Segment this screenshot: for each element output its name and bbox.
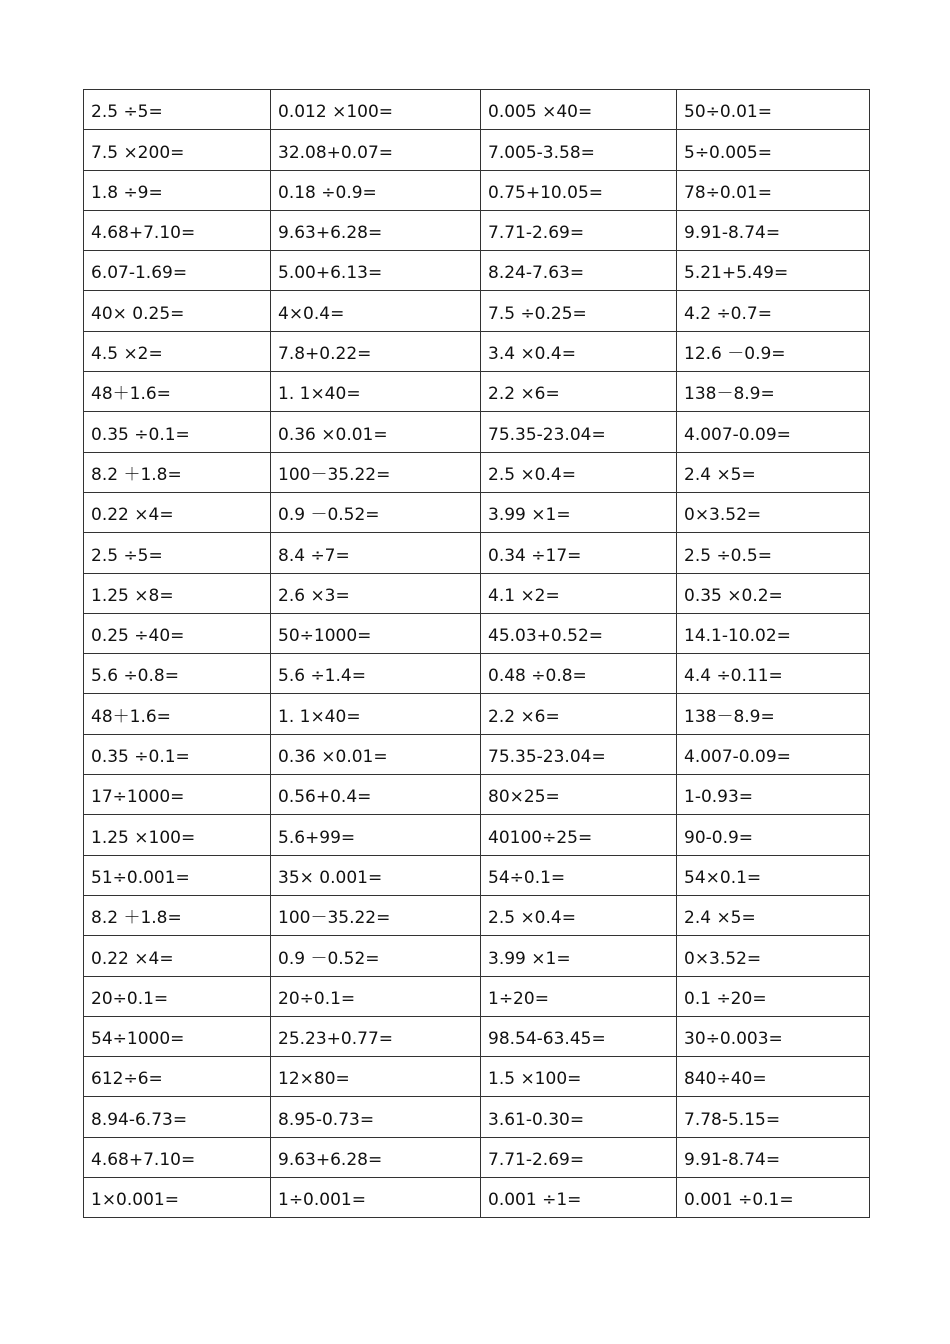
problem-cell bbox=[481, 654, 677, 694]
problem-cell bbox=[271, 895, 481, 935]
problem-cell bbox=[271, 1016, 481, 1056]
problem-cell bbox=[84, 775, 271, 815]
problem-text: 1×0.001= bbox=[91, 1190, 179, 1211]
problem-cell bbox=[271, 1097, 481, 1137]
problem-text: 75.35-23.04= bbox=[488, 747, 606, 768]
problem-text: 138－8.9= bbox=[684, 706, 775, 727]
problem-text: 75.35-23.04= bbox=[488, 424, 606, 445]
problem-cell bbox=[271, 976, 481, 1016]
problem-text: 5.00+6.13= bbox=[278, 263, 383, 284]
problem-cell bbox=[481, 291, 677, 331]
problem-text: 51÷0.001= bbox=[91, 867, 190, 888]
problem-text: 0×3.52= bbox=[684, 505, 762, 526]
problem-cell bbox=[677, 130, 870, 170]
worksheet-row bbox=[84, 936, 870, 976]
problem-cell bbox=[481, 734, 677, 774]
worksheet-row bbox=[84, 976, 870, 1016]
problem-cell bbox=[271, 1178, 481, 1218]
problem-cell bbox=[271, 1057, 481, 1097]
problem-text: 3.61-0.30= bbox=[488, 1109, 585, 1130]
worksheet-row bbox=[84, 372, 870, 412]
problem-cell bbox=[271, 291, 481, 331]
problem-cell bbox=[481, 976, 677, 1016]
worksheet-row bbox=[84, 452, 870, 492]
problem-text: 20÷0.1= bbox=[91, 988, 169, 1009]
problem-cell bbox=[677, 775, 870, 815]
problem-cell bbox=[271, 492, 481, 532]
problem-cell bbox=[84, 372, 271, 412]
problem-text: 4.1 ×2= bbox=[488, 585, 560, 606]
problem-cell bbox=[677, 936, 870, 976]
problem-text: 7.71-2.69= bbox=[488, 1150, 585, 1171]
problem-cell bbox=[84, 291, 271, 331]
worksheet-row bbox=[84, 1097, 870, 1137]
problem-cell bbox=[481, 412, 677, 452]
problem-cell bbox=[481, 613, 677, 653]
problem-text: 1. 1×40= bbox=[278, 706, 361, 727]
problem-cell bbox=[271, 210, 481, 250]
problem-text: 4.4 ÷0.11= bbox=[684, 666, 783, 687]
problem-cell bbox=[84, 90, 271, 130]
problem-text: 0.34 ÷17= bbox=[488, 545, 582, 566]
problem-cell bbox=[677, 1016, 870, 1056]
problem-cell bbox=[84, 815, 271, 855]
problem-text: 8.2 ＋1.8= bbox=[91, 908, 182, 929]
problem-cell bbox=[481, 936, 677, 976]
problem-cell bbox=[677, 573, 870, 613]
problem-text: 50÷0.01= bbox=[684, 102, 772, 123]
problem-text: 2.2 ×6= bbox=[488, 384, 560, 405]
problem-text: 2.6 ×3= bbox=[278, 585, 350, 606]
problem-text: 0.56+0.4= bbox=[278, 787, 372, 808]
problem-text: 1.5 ×100= bbox=[488, 1069, 582, 1090]
worksheet-row bbox=[84, 90, 870, 130]
problem-cell bbox=[677, 1057, 870, 1097]
problem-text: 9.91-8.74= bbox=[684, 1150, 781, 1171]
problem-cell bbox=[677, 492, 870, 532]
problem-text: 0.001 ÷1= bbox=[488, 1190, 582, 1211]
problem-cell bbox=[677, 372, 870, 412]
problem-text: 9.91-8.74= bbox=[684, 223, 781, 244]
problem-text: 5.6 ÷0.8= bbox=[91, 666, 179, 687]
worksheet-row bbox=[84, 331, 870, 371]
problem-text: 0.9 －0.52= bbox=[278, 948, 380, 969]
problem-text: 7.5 ×200= bbox=[91, 142, 185, 163]
worksheet-row bbox=[84, 412, 870, 452]
problem-cell bbox=[84, 613, 271, 653]
problem-text: 7.78-5.15= bbox=[684, 1109, 781, 1130]
problem-cell bbox=[84, 331, 271, 371]
problem-cell bbox=[271, 130, 481, 170]
problem-cell bbox=[481, 1137, 677, 1177]
problem-text: 17÷1000= bbox=[91, 787, 185, 808]
problem-text: 54÷1000= bbox=[91, 1029, 185, 1050]
worksheet-row bbox=[84, 210, 870, 250]
problem-text: 6.07-1.69= bbox=[91, 263, 188, 284]
problem-cell bbox=[271, 775, 481, 815]
problem-cell bbox=[84, 694, 271, 734]
problem-cell bbox=[481, 210, 677, 250]
problem-cell bbox=[677, 533, 870, 573]
problem-text: 54×0.1= bbox=[684, 867, 762, 888]
problem-text: 138－8.9= bbox=[684, 384, 775, 405]
problem-cell bbox=[481, 130, 677, 170]
worksheet-row bbox=[84, 1057, 870, 1097]
problem-text: 0.75+10.05= bbox=[488, 182, 604, 203]
problem-cell bbox=[677, 855, 870, 895]
problem-cell bbox=[84, 1178, 271, 1218]
problem-text: 4.68+7.10= bbox=[91, 1150, 196, 1171]
problem-cell bbox=[84, 734, 271, 774]
problem-cell bbox=[481, 251, 677, 291]
worksheet-row bbox=[84, 815, 870, 855]
problem-text: 14.1-10.02= bbox=[684, 626, 791, 647]
problem-text: 8.24-7.63= bbox=[488, 263, 585, 284]
worksheet-row bbox=[84, 492, 870, 532]
worksheet-row bbox=[84, 291, 870, 331]
problem-text: 0.36 ×0.01= bbox=[278, 747, 388, 768]
problem-text: 840÷40= bbox=[684, 1069, 767, 1090]
problem-text: 5÷0.005= bbox=[684, 142, 772, 163]
problem-text: 1÷20= bbox=[488, 988, 549, 1009]
problem-text: 2.5 ×0.4= bbox=[488, 908, 576, 929]
problem-text: 1÷0.001= bbox=[278, 1190, 366, 1211]
worksheet-row bbox=[84, 694, 870, 734]
problem-cell bbox=[481, 895, 677, 935]
problem-text: 0.22 ×4= bbox=[91, 505, 174, 526]
problem-text: 48＋1.6= bbox=[91, 706, 171, 727]
problem-cell bbox=[481, 775, 677, 815]
worksheet-row bbox=[84, 251, 870, 291]
problem-cell bbox=[677, 90, 870, 130]
problem-text: 8.95-0.73= bbox=[278, 1109, 375, 1130]
problem-text: 2.5 ÷5= bbox=[91, 102, 163, 123]
problem-text: 1-0.93= bbox=[684, 787, 754, 808]
problem-text: 3.99 ×1= bbox=[488, 505, 571, 526]
worksheet-row bbox=[84, 734, 870, 774]
problem-text: 7.5 ÷0.25= bbox=[488, 303, 587, 324]
problem-cell bbox=[271, 170, 481, 210]
problem-text: 7.71-2.69= bbox=[488, 223, 585, 244]
problem-cell bbox=[84, 533, 271, 573]
worksheet-body bbox=[84, 90, 870, 1218]
problem-cell bbox=[84, 412, 271, 452]
problem-cell bbox=[481, 1057, 677, 1097]
problem-cell bbox=[84, 452, 271, 492]
problem-cell bbox=[481, 533, 677, 573]
problem-cell bbox=[271, 533, 481, 573]
problem-text: 0.22 ×4= bbox=[91, 948, 174, 969]
problem-cell bbox=[84, 251, 271, 291]
problem-cell bbox=[84, 855, 271, 895]
problem-text: 2.5 ÷0.5= bbox=[684, 545, 772, 566]
problem-cell bbox=[481, 694, 677, 734]
problem-cell bbox=[481, 1178, 677, 1218]
problem-text: 90-0.9= bbox=[684, 827, 754, 848]
problem-text: 48＋1.6= bbox=[91, 384, 171, 405]
problem-text: 2.5 ×0.4= bbox=[488, 464, 576, 485]
problem-text: 100－35.22= bbox=[278, 464, 391, 485]
problem-text: 2.2 ×6= bbox=[488, 706, 560, 727]
problem-cell bbox=[677, 1178, 870, 1218]
problem-cell bbox=[271, 734, 481, 774]
problem-text: 54÷0.1= bbox=[488, 867, 566, 888]
problem-text: 0.1 ÷20= bbox=[684, 988, 767, 1009]
problem-text: 0.35 ÷0.1= bbox=[91, 424, 190, 445]
problem-cell bbox=[84, 1137, 271, 1177]
problem-cell bbox=[84, 976, 271, 1016]
problem-cell bbox=[271, 412, 481, 452]
problem-cell bbox=[271, 573, 481, 613]
problem-text: 1.8 ÷9= bbox=[91, 182, 163, 203]
worksheet-row bbox=[84, 1016, 870, 1056]
problem-text: 40100÷25= bbox=[488, 827, 593, 848]
problem-cell bbox=[271, 815, 481, 855]
problem-cell bbox=[84, 895, 271, 935]
problem-text: 0.35 ×0.2= bbox=[684, 585, 783, 606]
problem-text: 4.2 ÷0.7= bbox=[684, 303, 772, 324]
problem-cell bbox=[677, 412, 870, 452]
problem-text: 12×80= bbox=[278, 1069, 350, 1090]
problem-text: 0.35 ÷0.1= bbox=[91, 747, 190, 768]
problem-text: 98.54-63.45= bbox=[488, 1029, 606, 1050]
problem-text: 8.94-6.73= bbox=[91, 1109, 188, 1130]
problem-cell bbox=[271, 251, 481, 291]
problem-text: 2.5 ÷5= bbox=[91, 545, 163, 566]
problem-cell bbox=[84, 170, 271, 210]
problem-text: 32.08+0.07= bbox=[278, 142, 394, 163]
problem-cell bbox=[677, 170, 870, 210]
problem-cell bbox=[84, 1057, 271, 1097]
worksheet-row bbox=[84, 775, 870, 815]
problem-cell bbox=[677, 291, 870, 331]
problem-cell bbox=[271, 452, 481, 492]
problem-text: 0.012 ×100= bbox=[278, 102, 394, 123]
problem-text: 2.4 ×5= bbox=[684, 908, 756, 929]
problem-text: 4.007-0.09= bbox=[684, 424, 791, 445]
problem-text: 0.001 ÷0.1= bbox=[684, 1190, 794, 1211]
problem-text: 4×0.4= bbox=[278, 303, 345, 324]
problem-cell bbox=[84, 573, 271, 613]
problem-cell bbox=[481, 331, 677, 371]
problem-text: 100－35.22= bbox=[278, 908, 391, 929]
problem-text: 20÷0.1= bbox=[278, 988, 356, 1009]
problem-text: 40× 0.25= bbox=[91, 303, 185, 324]
problem-cell bbox=[271, 372, 481, 412]
problem-cell bbox=[271, 694, 481, 734]
problem-text: 30÷0.003= bbox=[684, 1029, 783, 1050]
problem-cell bbox=[481, 90, 677, 130]
worksheet-row bbox=[84, 533, 870, 573]
problem-text: 50÷1000= bbox=[278, 626, 372, 647]
problem-cell bbox=[481, 1016, 677, 1056]
problem-text: 80×25= bbox=[488, 787, 560, 808]
problem-text: 8.4 ÷7= bbox=[278, 545, 350, 566]
problem-text: 12.6 －0.9= bbox=[684, 344, 786, 365]
problem-text: 7.8+0.22= bbox=[278, 344, 372, 365]
problem-text: 0.9 －0.52= bbox=[278, 505, 380, 526]
problem-text: 1.25 ×100= bbox=[91, 827, 196, 848]
problem-text: 3.4 ×0.4= bbox=[488, 344, 576, 365]
problem-text: 7.005-3.58= bbox=[488, 142, 595, 163]
problem-cell bbox=[481, 492, 677, 532]
worksheet-row bbox=[84, 654, 870, 694]
problem-cell bbox=[84, 1097, 271, 1137]
problem-text: 4.5 ×2= bbox=[91, 344, 163, 365]
problem-text: 0.18 ÷0.9= bbox=[278, 182, 377, 203]
problem-cell bbox=[481, 1097, 677, 1137]
worksheet-row bbox=[84, 613, 870, 653]
problem-cell bbox=[677, 251, 870, 291]
problem-cell bbox=[84, 492, 271, 532]
problem-cell bbox=[677, 734, 870, 774]
problem-text: 2.4 ×5= bbox=[684, 464, 756, 485]
problem-cell bbox=[84, 936, 271, 976]
problem-cell bbox=[677, 654, 870, 694]
problem-cell bbox=[677, 815, 870, 855]
problem-cell bbox=[271, 1137, 481, 1177]
problem-cell bbox=[84, 130, 271, 170]
problem-text: 5.6+99= bbox=[278, 827, 356, 848]
worksheet-row bbox=[84, 895, 870, 935]
problem-cell bbox=[271, 855, 481, 895]
worksheet-row bbox=[84, 1178, 870, 1218]
problem-cell bbox=[677, 452, 870, 492]
problem-cell bbox=[481, 855, 677, 895]
problem-cell bbox=[677, 210, 870, 250]
problem-cell bbox=[271, 331, 481, 371]
problem-text: 25.23+0.77= bbox=[278, 1029, 394, 1050]
problem-text: 9.63+6.28= bbox=[278, 223, 383, 244]
problem-text: 1. 1×40= bbox=[278, 384, 361, 405]
problem-text: 4.68+7.10= bbox=[91, 223, 196, 244]
problem-text: 45.03+0.52= bbox=[488, 626, 604, 647]
problem-cell bbox=[481, 452, 677, 492]
problem-cell bbox=[677, 1097, 870, 1137]
problem-text: 612÷6= bbox=[91, 1069, 163, 1090]
problem-cell bbox=[84, 1016, 271, 1056]
problem-cell bbox=[677, 613, 870, 653]
problem-cell bbox=[271, 654, 481, 694]
problem-cell bbox=[481, 170, 677, 210]
problem-cell bbox=[677, 331, 870, 371]
problem-cell bbox=[481, 573, 677, 613]
problem-text: 35× 0.001= bbox=[278, 867, 383, 888]
worksheet-row bbox=[84, 130, 870, 170]
worksheet-row bbox=[84, 573, 870, 613]
problem-text: 5.21+5.49= bbox=[684, 263, 789, 284]
problem-cell bbox=[677, 1137, 870, 1177]
problem-text: 0.25 ÷40= bbox=[91, 626, 185, 647]
problem-text: 3.99 ×1= bbox=[488, 948, 571, 969]
problem-text: 0.48 ÷0.8= bbox=[488, 666, 587, 687]
problem-text: 0.005 ×40= bbox=[488, 102, 593, 123]
problem-text: 1.25 ×8= bbox=[91, 585, 174, 606]
problem-text: 4.007-0.09= bbox=[684, 747, 791, 768]
problem-text: 0.36 ×0.01= bbox=[278, 424, 388, 445]
problem-text: 9.63+6.28= bbox=[278, 1150, 383, 1171]
problem-cell bbox=[677, 895, 870, 935]
problem-cell bbox=[84, 654, 271, 694]
problem-text: 0×3.52= bbox=[684, 948, 762, 969]
worksheet-row bbox=[84, 1137, 870, 1177]
problem-cell bbox=[481, 372, 677, 412]
problem-cell bbox=[481, 815, 677, 855]
worksheet-row bbox=[84, 855, 870, 895]
problem-cell bbox=[677, 694, 870, 734]
problem-text: 78÷0.01= bbox=[684, 182, 772, 203]
problem-cell bbox=[84, 210, 271, 250]
arithmetic-worksheet-table bbox=[83, 89, 870, 1218]
problem-cell bbox=[271, 936, 481, 976]
problem-text: 8.2 ＋1.8= bbox=[91, 464, 182, 485]
worksheet-row bbox=[84, 170, 870, 210]
problem-cell bbox=[271, 613, 481, 653]
problem-text: 5.6 ÷1.4= bbox=[278, 666, 366, 687]
problem-cell bbox=[271, 90, 481, 130]
problem-cell bbox=[677, 976, 870, 1016]
